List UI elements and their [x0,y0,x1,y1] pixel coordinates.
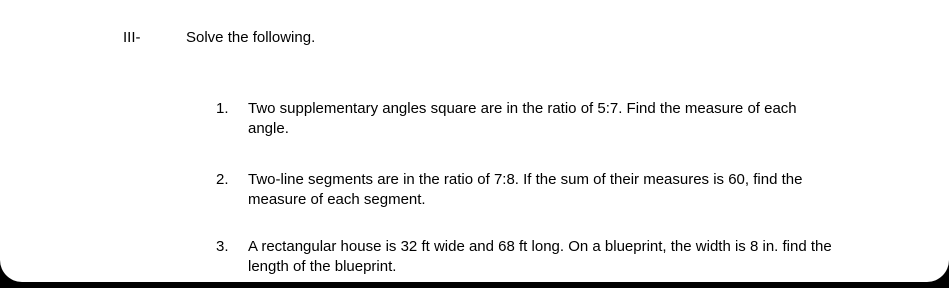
problem-text: Two-line segments are in the ratio of 7:8. If the sum of their measures is 60, find the measure of each segment. [248,171,803,208]
problem-number: 1. [216,100,229,117]
section-number: III- [123,29,141,46]
section-title: Solve the following. [186,29,316,46]
problem-number: 2. [216,171,229,188]
problem-number: 3. [216,238,229,255]
problem-text: A rectangular house is 32 ft wide and 68 ft long. On a blueprint, the width is 8 in. find the length of the blueprint. [248,238,832,275]
problem-text: Two supplementary angles square are in the ratio of 5:7. Find the measure of each angle. [248,100,797,137]
